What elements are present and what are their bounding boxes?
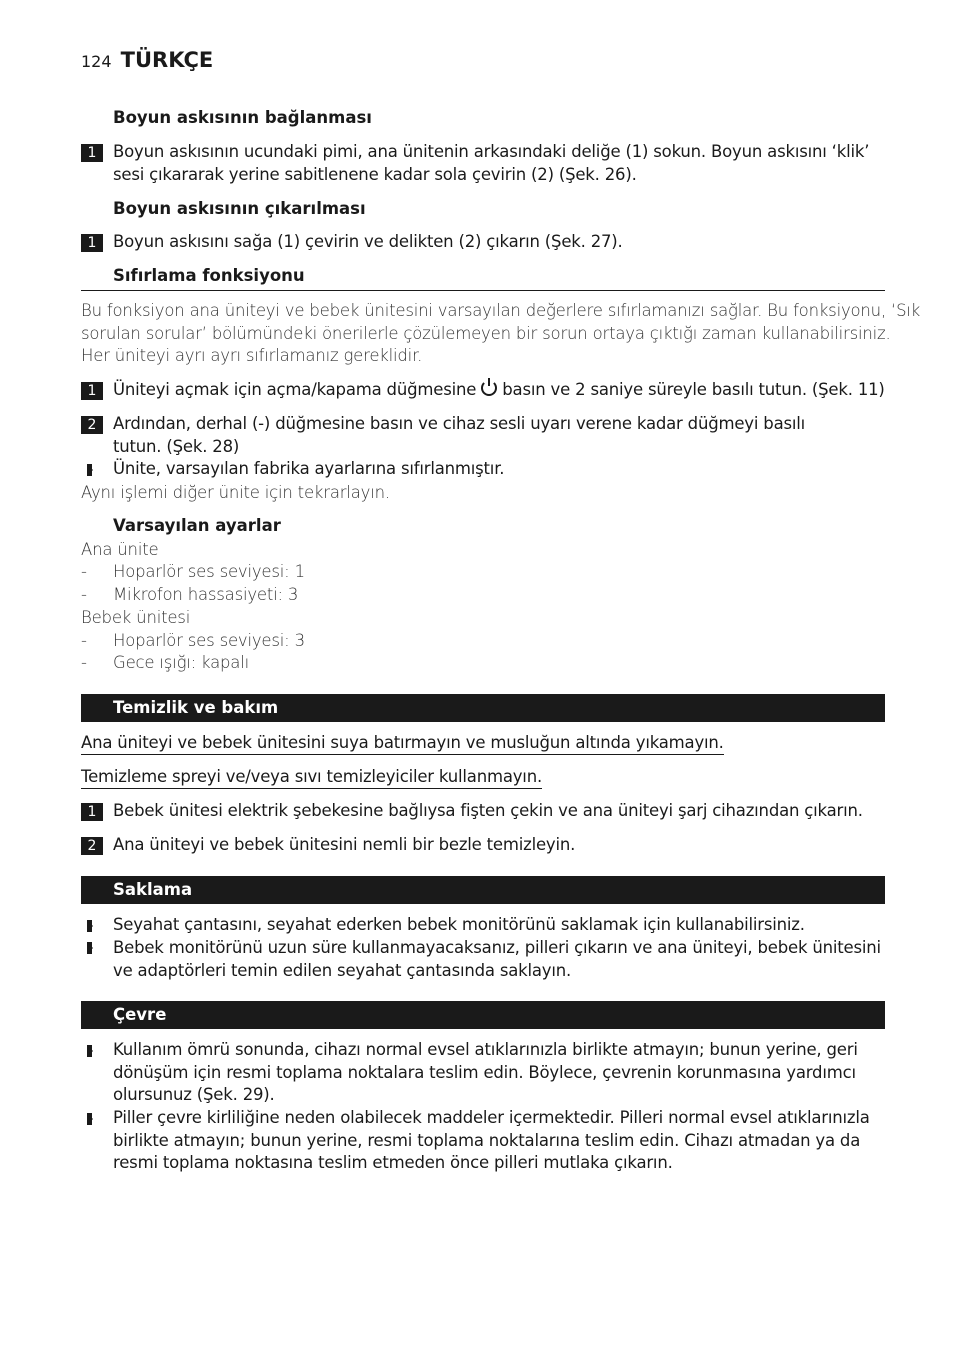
detach-heading: Boyun askısının çıkarılması (113, 199, 366, 218)
storage-bullet-2 (113, 937, 881, 982)
text-line: sorulan sorular’ bölümündeki önerilerle çözülemeyen bir sorun ortaya çıktığı zaman kullanabilirsiniz. (81, 323, 891, 343)
text-line: Bu fonksiyon ana üniteyi ve bebek ünitesini varsayılan değerlere sıfırlamanızı sağlar. Bu fonksiyonu, ‘Sık (81, 301, 921, 320)
text-line: Her üniteyi ayrı ayrı sıfırlamanız gereklidir. (81, 346, 423, 365)
text-line: Kullanım ömrü sonunda, cihazı normal evsel atıklarınızla birlikte atmayın; bunun yerine, geri (113, 1040, 858, 1059)
text-line: dönüşüm için resmi toplama noktalara teslim edin. Böylece, çevrenin korunmasına yardımcı (113, 1062, 856, 1082)
parent-unit-label: Ana ünite (81, 540, 159, 559)
bullet-icon (87, 942, 93, 954)
section-bar-cleaning (81, 694, 885, 722)
page-number: 124 (81, 52, 112, 71)
step-number: 1 (81, 382, 103, 400)
bullet-icon (87, 920, 93, 932)
list-item: Hoparlör ses seviyesi: 3 (113, 631, 305, 650)
step-number: 2 (81, 837, 103, 855)
list-dash: - (81, 631, 87, 650)
text-line: olursunuz (Şek. 29). (113, 1085, 275, 1104)
reset-result: Ünite, varsayılan fabrika ayarlarına sıfırlanmıştır. (113, 459, 505, 478)
language-title: TÜRKÇE (120, 48, 214, 72)
attach-heading: Boyun askısının bağlanması (113, 108, 372, 127)
section-bar-environment (81, 1001, 885, 1029)
section-rule (81, 290, 885, 291)
reset-repeat: Aynı işlemi diğer ünite için tekrarlayın. (81, 483, 390, 502)
step-number: 1 (81, 144, 103, 162)
cleaning-step2-text: Ana üniteyi ve bebek ünitesini nemli bir bezle temizleyin. (113, 835, 576, 854)
text-line: ve adaptörleri temin edilen seyahat çantasında saklayın. (113, 960, 572, 980)
page-header (81, 48, 213, 72)
environment-bullet-1 (113, 1039, 858, 1107)
cleaning-heading: Temizlik ve bakım (113, 698, 279, 717)
text-span: basın ve 2 saniye süreyle basılı tutun. (Şek. 11) (502, 380, 885, 399)
list-item: Gece ışığı: kapalı (113, 653, 249, 672)
text-line: birlikte atmayın; bunun yerine, resmi toplama noktalarına teslim edin. Cihazı atmadan ya da (113, 1130, 861, 1150)
step-number: 2 (81, 416, 103, 434)
step-number: 1 (81, 234, 103, 252)
text-line: Boyun askısının ucundaki pimi, ana ünitenin arkasındaki deliğe (1) sokun. Boyun askısını ‘klik’ (113, 142, 870, 161)
reset-intro (81, 300, 920, 368)
reset-step2-text (113, 413, 805, 458)
attach-step-text (113, 141, 869, 186)
bullet-icon (87, 1113, 93, 1125)
bullet-icon (87, 464, 93, 476)
storage-heading: Saklama (113, 880, 193, 899)
environment-bullet-2 (113, 1107, 870, 1175)
cleaning-warning-2 (81, 766, 542, 789)
step-number: 1 (81, 803, 103, 821)
storage-bullet-1: Seyahat çantasını, seyahat ederken bebek monitörünü saklamak için kullanabilirsiniz. (113, 915, 805, 934)
environment-heading: Çevre (113, 1005, 167, 1024)
text-line: Piller çevre kirliliğine neden olabilecek maddeler içermektedir. Pilleri normal evsel atıklarınızla (113, 1108, 870, 1127)
reset-heading: Sıfırlama fonksiyonu (113, 266, 305, 285)
underlined-text: Temizleme spreyi ve/veya sıvı temizleyiciler kullanmayın. (81, 767, 542, 789)
list-dash: - (81, 585, 87, 604)
defaults-heading: Varsayılan ayarlar (113, 516, 281, 535)
cleaning-warning-1 (81, 732, 724, 755)
text-line: resmi toplama noktasına teslim etmeden önce pilleri mutlaka çıkarın. (113, 1153, 673, 1172)
text-line: sesi çıkararak yerine sabitlenene kadar sola çevirin (2) (Şek. 26). (113, 164, 637, 184)
power-icon (481, 380, 497, 396)
bullet-icon (87, 1045, 93, 1057)
list-dash: - (81, 653, 87, 672)
list-item: Mikrofon hassasiyeti: 3 (113, 585, 299, 604)
list-dash: - (81, 562, 87, 581)
reset-step1-text (113, 379, 885, 402)
detach-step-text: Boyun askısını sağa (1) çevirin ve delikten (2) çıkarın (Şek. 27). (113, 232, 623, 251)
underlined-text: Ana üniteyi ve bebek ünitesini suya batırmayın ve musluğun altında yıkamayın. (81, 733, 724, 755)
baby-unit-label: Bebek ünitesi (81, 608, 191, 627)
text-line: Bebek monitörünü uzun süre kullanmayacaksanız, pilleri çıkarın ve ana üniteyi, bebek ünitesini (113, 938, 881, 957)
text-span: Üniteyi açmak için açma/kapama düğmesine (113, 380, 477, 399)
section-bar-storage (81, 876, 885, 904)
text-line: tutun. (Şek. 28) (113, 436, 240, 456)
cleaning-step1-text: Bebek ünitesi elektrik şebekesine bağlıysa fişten çekin ve ana üniteyi şarj cihazından çıkarın. (113, 801, 863, 820)
text-line: Ardından, derhal (-) düğmesine basın ve cihaz sesli uyarı verene kadar düğmeyi basılı (113, 414, 806, 433)
list-item: Hoparlör ses seviyesi: 1 (113, 562, 305, 581)
